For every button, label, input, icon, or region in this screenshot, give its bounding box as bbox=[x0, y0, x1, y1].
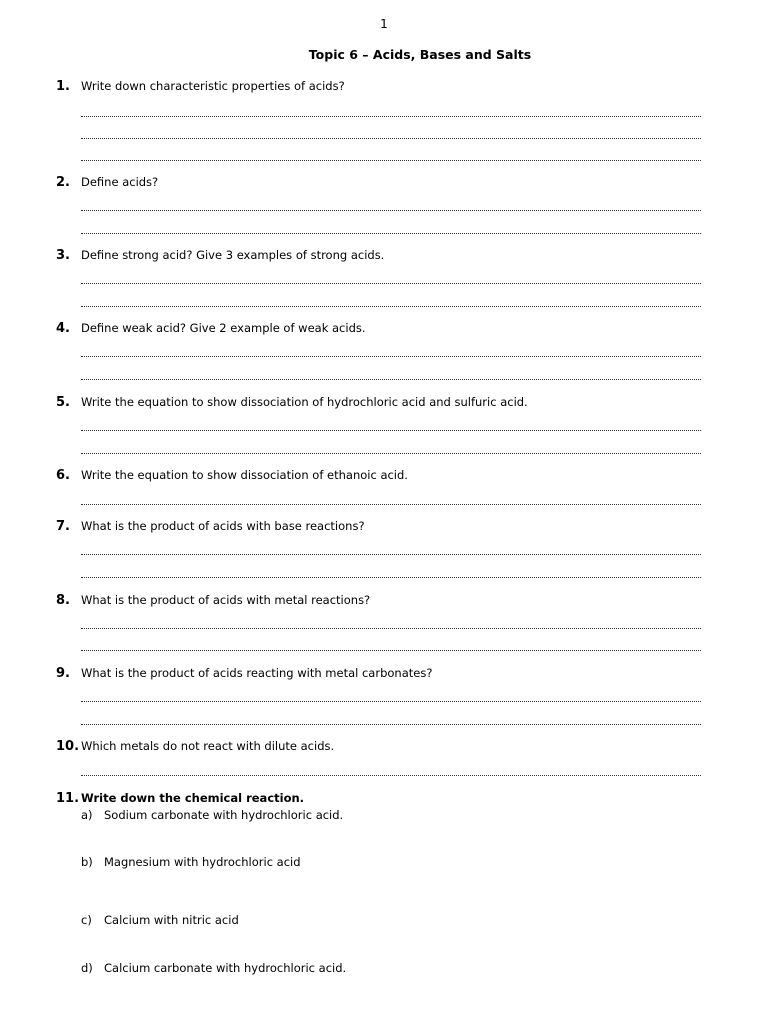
question-text: What is the product of acids with metal reactions? bbox=[81, 593, 371, 607]
page-number: 1 bbox=[380, 17, 388, 31]
answer-line[interactable] bbox=[81, 504, 701, 505]
answer-line[interactable] bbox=[81, 138, 701, 139]
question-number: 7. bbox=[56, 519, 70, 534]
answer-line[interactable] bbox=[81, 306, 701, 307]
page-title: Topic 6 – Acids, Bases and Salts bbox=[308, 47, 532, 62]
answer-line[interactable] bbox=[81, 453, 701, 454]
answer-line[interactable] bbox=[81, 775, 701, 776]
question-number: 8. bbox=[56, 593, 70, 608]
answer-line[interactable] bbox=[81, 379, 701, 380]
question-text: Define strong acid? Give 3 examples of strong acids. bbox=[81, 248, 385, 262]
question-number: 9. bbox=[56, 666, 70, 681]
question-number: 2. bbox=[56, 175, 70, 190]
question-text: Define acids? bbox=[81, 175, 159, 189]
sub-question-text: Magnesium with hydrochloric acid bbox=[104, 855, 301, 869]
sub-question-text: Sodium carbonate with hydrochloric acid. bbox=[104, 808, 344, 822]
answer-line[interactable] bbox=[81, 701, 701, 702]
question-text: Define weak acid? Give 2 example of weak acids. bbox=[81, 321, 366, 335]
answer-line[interactable] bbox=[81, 210, 701, 211]
sub-question-letter: c) bbox=[81, 913, 92, 927]
answer-line[interactable] bbox=[81, 554, 701, 555]
question-number: 6. bbox=[56, 468, 70, 483]
sub-question-letter: b) bbox=[81, 855, 93, 869]
question-number: 10. bbox=[56, 739, 80, 754]
question-text: What is the product of acids with base reactions? bbox=[81, 519, 365, 533]
question-text: Which metals do not react with dilute acids. bbox=[81, 739, 335, 753]
answer-line[interactable] bbox=[81, 628, 701, 629]
sub-question-text: Calcium with nitric acid bbox=[104, 913, 239, 927]
answer-line[interactable] bbox=[81, 233, 701, 234]
sub-question-letter: a) bbox=[81, 808, 93, 822]
question-number: 3. bbox=[56, 248, 70, 263]
question-number: 11. bbox=[56, 791, 80, 806]
answer-line[interactable] bbox=[81, 356, 701, 357]
answer-line[interactable] bbox=[81, 577, 701, 578]
answer-line[interactable] bbox=[81, 650, 701, 651]
answer-line[interactable] bbox=[81, 116, 701, 117]
question-text: What is the product of acids reacting with metal carbonates? bbox=[81, 666, 433, 680]
answer-line[interactable] bbox=[81, 724, 701, 725]
question-number: 5. bbox=[56, 395, 70, 410]
answer-line[interactable] bbox=[81, 430, 701, 431]
question-text: Write the equation to show dissociation of hydrochloric acid and sulfuric acid. bbox=[81, 395, 528, 409]
sub-question-text: Calcium carbonate with hydrochloric acid. bbox=[104, 961, 347, 975]
answer-line[interactable] bbox=[81, 283, 701, 284]
sub-question-letter: d) bbox=[81, 961, 93, 975]
question-text: Write the equation to show dissociation of ethanoic acid. bbox=[81, 468, 408, 482]
answer-line[interactable] bbox=[81, 160, 701, 161]
question-number: 4. bbox=[56, 321, 70, 336]
question-text: Write down characteristic properties of acids? bbox=[81, 79, 345, 93]
question-number: 1. bbox=[56, 79, 70, 94]
question-text: Write down the chemical reaction. bbox=[81, 791, 305, 805]
